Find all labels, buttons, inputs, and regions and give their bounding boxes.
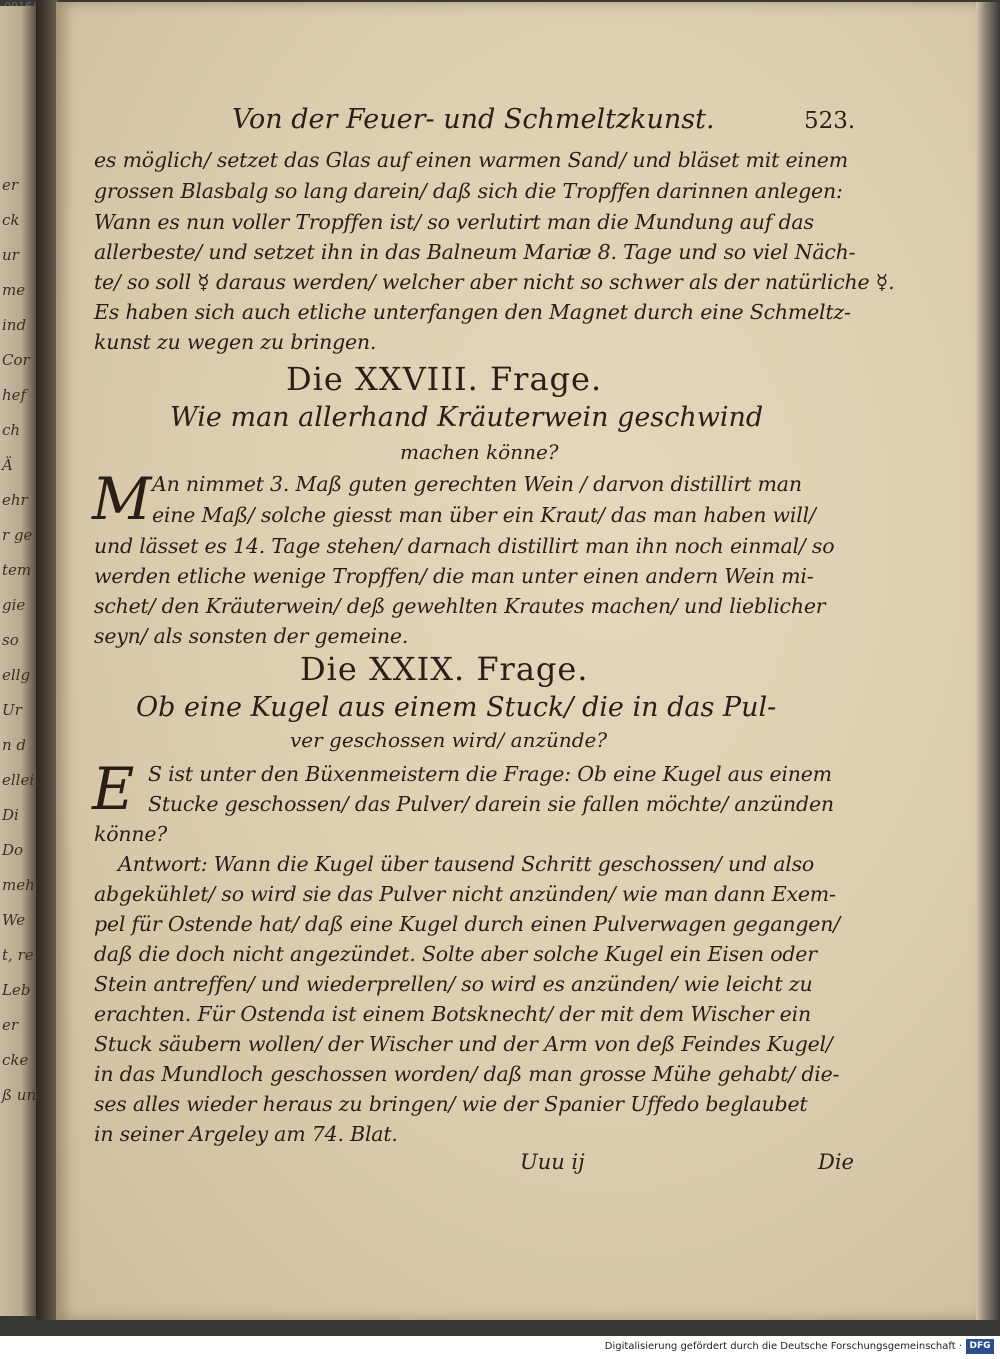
section-title-28: Wie man allerhand Kräuterwein geschwind (170, 402, 764, 433)
left-page-fragment: er (2, 1016, 19, 1034)
body-line: es möglich/ setzet das Glas auf einen warmen Sand/ und bläset mit einem (94, 148, 848, 172)
left-page-fragment: ellg (2, 666, 31, 684)
left-page-fragment: Ur (2, 701, 22, 719)
left-page-fragment: ch (2, 421, 21, 439)
body-line: S ist unter den Büxenmeistern die Frage: Ob eine Kugel aus einem (148, 762, 832, 786)
left-page-fragment: ehr (2, 491, 28, 509)
left-page-fragment: Do (2, 841, 24, 859)
left-page-fragment: ck (2, 211, 20, 229)
left-page-fragment: cke (2, 1051, 29, 1069)
left-page-fragment: Ä (2, 456, 13, 474)
body-line: eine Maß/ solche giesst man über ein Kraut/ das man haben will/ (152, 503, 816, 527)
left-page-fragment: meh (2, 876, 35, 894)
left-page-fragment: ur (2, 246, 19, 264)
section-title-29-cont: ver geschossen wird/ anzünde? (290, 728, 608, 752)
body-line: abgekühlet/ so wird sie das Pulver nicht anzünden/ wie man dann Exem- (94, 882, 836, 906)
body-line: Stucke geschossen/ das Pulver/ darein sie fallen möchte/ anzünden (148, 792, 834, 816)
body-line: te/ so soll ☿ daraus werden/ welcher aber nicht so schwer als der natürliche ☿. (94, 270, 895, 294)
drop-initial-e: E (92, 755, 135, 823)
left-page-fragment: me (2, 281, 26, 299)
drop-initial-m: M (92, 465, 152, 533)
body-line: und lässet es 14. Tage stehen/ darnach distillirt man ihn noch einmal/ so (94, 534, 835, 558)
running-title: Von der Feuer- und Schmeltzkunst. (232, 104, 715, 135)
section-heading-28: Die XXVIII. Frage. (286, 360, 603, 398)
body-line: An nimmet 3. Maß guten gerechten Wein / darvon distillirt man (152, 472, 802, 496)
left-page-fragment: ellei (2, 771, 35, 789)
page-number: 523. (804, 108, 856, 134)
dfg-logo: DFG (966, 1339, 994, 1354)
left-page-fragment: ß un (2, 1086, 37, 1104)
left-page-fragment: We (2, 911, 26, 929)
catchword: Die (818, 1150, 854, 1174)
body-line: werden etliche wenige Tropffen/ die man unter einen andern Wein mi- (94, 564, 814, 588)
left-facing-page-edge (0, 6, 36, 1316)
left-page-fragment: so (2, 631, 19, 649)
section-title-29: Ob eine Kugel aus einem Stuck/ die in das Pul- (136, 692, 777, 723)
body-line: schet/ den Kräuterwein/ deß gewehlten Krautes machen/ und lieblicher (94, 594, 826, 618)
body-line: in seiner Argeley am 74. Blat. (94, 1122, 398, 1146)
left-page-fragment: n d (2, 736, 27, 754)
page-right-edge (976, 2, 1000, 1320)
section-heading-29: Die XXIX. Frage. (300, 650, 589, 688)
left-page-fragment: gie (2, 596, 26, 614)
body-line: kunst zu wegen zu bringen. (94, 330, 377, 354)
left-page-fragment: Cor (2, 351, 30, 369)
left-page-fragment: tem (2, 561, 32, 579)
section-title-28-cont: machen könne? (400, 440, 559, 464)
left-page-fragment: hef (2, 386, 27, 404)
body-line: Antwort: Wann die Kugel über tausend Schritt geschossen/ und also (118, 852, 815, 876)
body-line: Es haben sich auch etliche unterfangen den Magnet durch eine Schmeltz- (94, 300, 851, 324)
signature-mark: Uuu ij (520, 1150, 585, 1174)
body-line: seyn/ als sonsten der gemeine. (94, 624, 409, 648)
body-line: Stein antreffen/ und wiederprellen/ so wird es anzünden/ wie leicht zu (94, 972, 813, 996)
body-line: könne? (94, 822, 168, 846)
body-line: Wann es nun voller Tropffen ist/ so verlutirt man die Mundung auf das (94, 210, 814, 234)
body-line: Stuck säubern wollen/ der Wischer und der Arm von deß Feindes Kugel/ (94, 1032, 833, 1056)
left-page-fragment: er (2, 176, 19, 194)
left-page-fragment: Leb (2, 981, 31, 999)
left-page-fragment: t, re (2, 946, 34, 964)
body-line: ses alles wieder heraus zu bringen/ wie der Spanier Uffedo beglaubet (94, 1092, 808, 1116)
left-page-fragment: Di (2, 806, 19, 824)
left-page-fragment: ind (2, 316, 27, 334)
funding-credit: Digitalisierung gefördert durch die Deutsche Forschungsgemeinschaft · (604, 1341, 962, 1352)
body-line: grossen Blasbalg so lang darein/ daß sich die Tropffen darinnen anlegen: (94, 179, 843, 203)
body-line: pel für Ostende hat/ daß eine Kugel durch einen Pulverwagen gegangen/ (94, 912, 840, 936)
body-line: erachten. Für Ostenda ist einem Botsknecht/ der mit dem Wischer ein (94, 1002, 811, 1026)
body-line: in das Mundloch geschossen worden/ daß man grosse Mühe gehabt/ die- (94, 1062, 840, 1086)
body-line: daß die doch nicht angezündet. Solte aber solche Kugel ein Eisen oder (94, 942, 817, 966)
left-page-fragment: r ge (2, 526, 33, 544)
body-line: allerbeste/ und setzet ihn in das Balneum Mariæ 8. Tage und so viel Näch- (94, 240, 856, 264)
book-spine (36, 0, 58, 1320)
